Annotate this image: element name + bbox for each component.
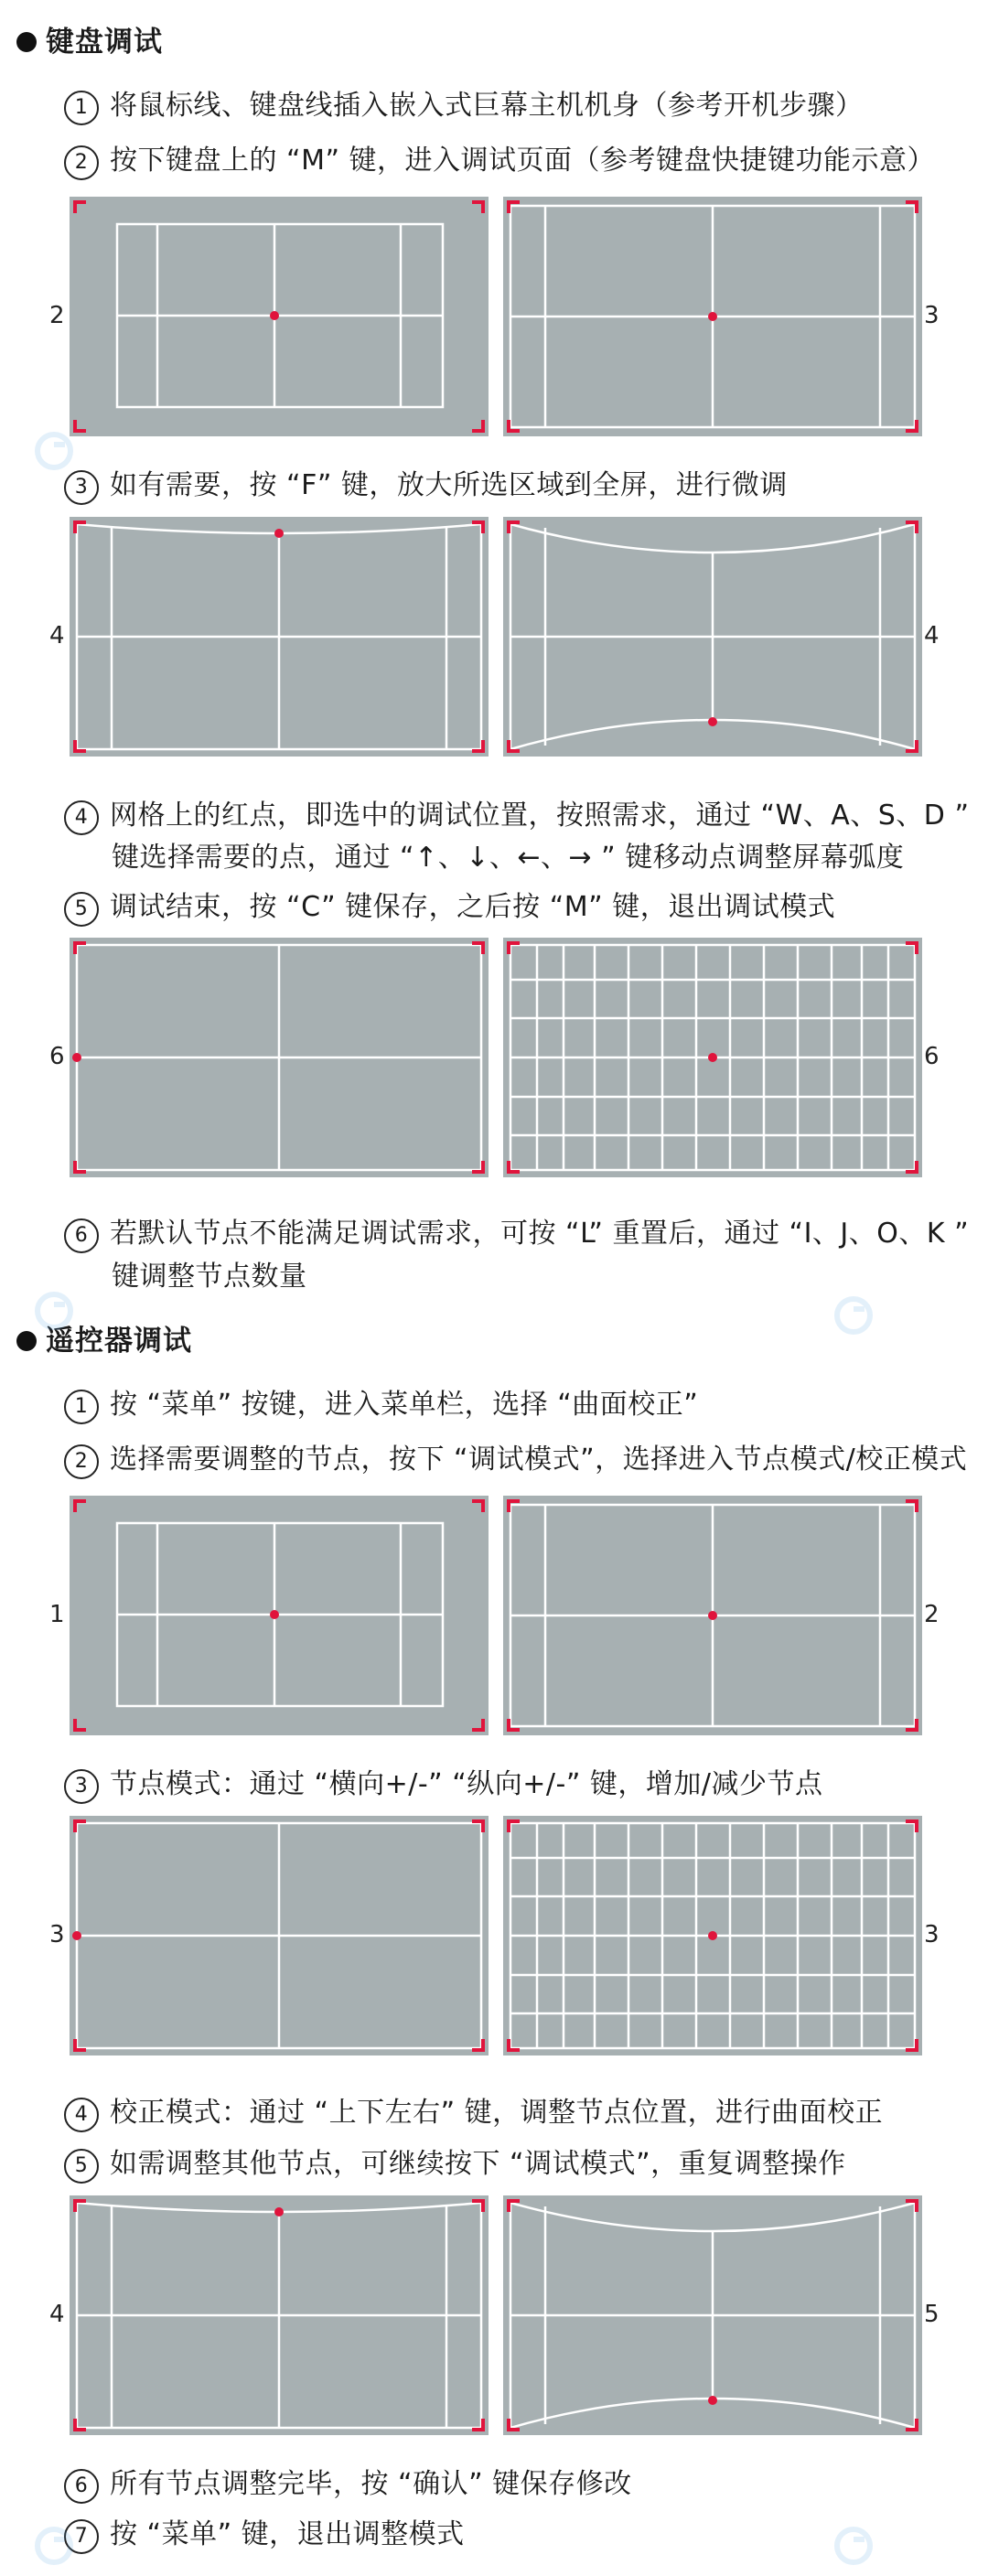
panel-label: 1 bbox=[49, 1601, 65, 1628]
grid-panel-kb-step5-left bbox=[70, 938, 489, 1177]
keyboard-step-4-continued: 键选择需要的点，通过 “↑、↓、←、→ ” 键移动点调整屏幕弧度 bbox=[112, 842, 905, 874]
panel-label: 2 bbox=[49, 302, 65, 329]
grid-panel-kb-step2-left bbox=[70, 197, 489, 436]
panel-label: 6 bbox=[49, 1043, 65, 1070]
watermark-logo-icon bbox=[33, 1290, 75, 1332]
section-heading-remote: 遥控器调试 bbox=[16, 1317, 192, 1358]
panel-label: 3 bbox=[924, 302, 940, 329]
grid-panel-rc-step3-right bbox=[503, 1816, 922, 2055]
grid-panel-rc-step5-right bbox=[503, 2195, 922, 2435]
keyboard-step-6-continued: 键调整节点数量 bbox=[112, 1261, 307, 1293]
remote-step-3: 3 节点模式：通过 “横向+/-” “纵向+/-” 键，增加/减少节点 bbox=[64, 1761, 823, 1804]
keyboard-step-4: 4 网格上的红点，即选中的调试位置，按照需求，通过 “W、A、S、D ” bbox=[64, 792, 970, 835]
grid-panel-rc-step3-left bbox=[70, 1816, 489, 2055]
remote-step-6: 6 所有节点调整完毕，按 “确认” 键保存修改 bbox=[64, 2461, 632, 2504]
panel-label: 2 bbox=[924, 1601, 940, 1628]
grid-panel-rc-step2-right bbox=[503, 1496, 922, 1735]
remote-step-7: 7 按 “菜单” 键，退出调整模式 bbox=[64, 2511, 465, 2554]
panel-label: 3 bbox=[49, 1921, 65, 1948]
watermark-logo-icon bbox=[832, 1294, 875, 1336]
keyboard-step-3: 3 如有需要，按 “F” 键，放大所选区域到全屏，进行微调 bbox=[64, 462, 788, 505]
panel-label: 4 bbox=[924, 622, 940, 649]
bullet-icon bbox=[16, 32, 37, 52]
panel-label: 5 bbox=[924, 2301, 940, 2328]
section-heading-keyboard: 键盘调试 bbox=[16, 18, 163, 59]
watermark-logo-icon bbox=[33, 430, 75, 472]
grid-panel-kb-step2-right bbox=[503, 197, 922, 436]
keyboard-step-5: 5 调试结束，按 “C” 键保存，之后按 “M” 键，退出调试模式 bbox=[64, 884, 835, 927]
grid-panel-kb-step3-right bbox=[503, 517, 922, 757]
keyboard-step-1: 1 将鼠标线、键盘线插入嵌入式巨幕主机机身（参考开机步骤） bbox=[64, 82, 864, 125]
watermark-logo-icon bbox=[33, 2525, 75, 2567]
panel-label: 4 bbox=[49, 2301, 65, 2328]
panel-label: 3 bbox=[924, 1921, 940, 1948]
grid-panel-rc-step5-left bbox=[70, 2195, 489, 2435]
panel-label: 6 bbox=[924, 1043, 940, 1070]
panel-label: 4 bbox=[49, 622, 65, 649]
grid-panel-kb-step5-right bbox=[503, 938, 922, 1177]
remote-step-4: 4 校正模式：通过 “上下左右” 键，调整节点位置，进行曲面校正 bbox=[64, 2089, 883, 2132]
grid-panel-rc-step2-left bbox=[70, 1496, 489, 1735]
keyboard-step-6: 6 若默认节点不能满足调试需求，可按 “L” 重置后，通过 “I、J、O、K ” bbox=[64, 1210, 969, 1253]
grid-panel-kb-step3-left bbox=[70, 517, 489, 757]
remote-step-1: 1 按 “菜单” 按键，进入菜单栏，选择 “曲面校正” bbox=[64, 1381, 698, 1424]
watermark-logo-icon bbox=[832, 2525, 875, 2567]
bullet-icon bbox=[16, 1331, 37, 1351]
keyboard-step-2: 2 按下键盘上的 “M” 键，进入调试页面（参考键盘快捷键功能示意） bbox=[64, 137, 935, 180]
remote-step-2: 2 选择需要调整的节点，按下 “调试模式”，选择进入节点模式/校正模式 bbox=[64, 1436, 967, 1479]
remote-step-5: 5 如需调整其他节点，可继续按下 “调试模式”，重复调整操作 bbox=[64, 2141, 846, 2184]
